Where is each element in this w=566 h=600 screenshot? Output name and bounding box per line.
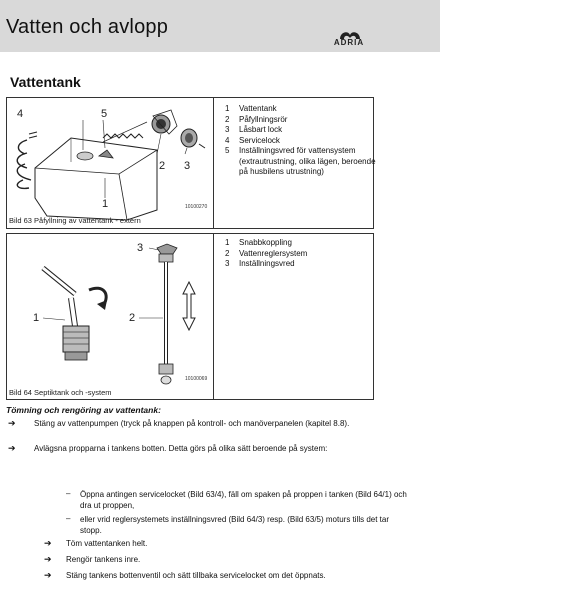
figure-63-drawing-area [7,98,214,228]
legend-row [225,259,379,270]
legend-row [225,249,379,260]
legend-num: 3 [225,259,230,268]
step-2: Avlägsna propparna i tankens botten. Detta görs på olika sätt beroende på system: [34,444,328,453]
legend-num: 4 [225,135,230,145]
dash-bullet: – [66,489,71,498]
legend-num: 2 [225,114,230,124]
arrow-bullet-icon: ➔ [8,443,16,453]
figure-64-caption: Bild 64 Septiktank och -system [9,388,112,397]
figure-63-legend [225,104,379,178]
legend-label: Vattenreglersystem [239,248,308,258]
legend-row [225,125,379,136]
legend-row [225,136,379,147]
callout-5: 5 [101,108,108,120]
figure-63-box [6,97,374,229]
legend-label: Inställningsvred [239,259,295,268]
figure-64-code: 10100069 [185,376,208,382]
step-1: Stäng av vattenpumpen (tryck på knappen på kontroll- och manöverpanelen (kapitel 8.8). [34,419,350,428]
instructions-heading: Tömning och rengöring av vattentank: [6,405,161,415]
callout-4: 4 [17,108,24,120]
figure-64-box [6,233,374,400]
final-step-2: Rengör tankens inre. [66,555,141,564]
legend-num: 3 [225,125,230,134]
sub-step-2: eller vrid reglersystemets inställningsvred (Bild 64/3) resp. (Bild 63/5) moturs tills det tar stopp. [80,515,390,535]
legend-label: Vattentank [239,104,277,113]
figure-63-caption: Bild 63 Påfyllning av vattentank - extern [9,216,141,225]
adria-logo [326,28,372,48]
dash-bullet: – [66,514,71,523]
legend-label: Snabbkoppling [239,238,292,247]
arrow-bullet-icon: ➔ [44,554,52,564]
legend-num: 1 [225,238,230,247]
final-step-3: Stäng tankens bottenventil och sätt tillbaka servicelocket om det öppnats. [66,571,326,580]
figure-64-drawing-area [7,234,214,399]
callout-3: 3 [184,160,191,172]
callout-1: 1 [102,198,109,210]
arrow-bullet-icon: ➔ [44,538,52,548]
legend-label: Servicelock [239,135,280,145]
legend-label: Låsbart lock [239,125,283,134]
legend-num: 5 [225,146,230,155]
final-step-1: Töm vattentanken helt. [66,539,148,548]
callout-2: 2 [129,312,136,324]
legend-label: Påfyllningsrör [239,114,288,124]
water-tank-illustration [7,98,213,228]
legend-row [225,115,379,126]
legend-row [225,146,379,178]
sub-step-1: Öppna antingen servicelocket (Bild 63/4), fäll om spaken på proppen i tanken (Bild 64/1) och dra ut proppen, [80,490,407,510]
legend-row [225,238,379,249]
arrow-bullet-icon: ➔ [8,418,16,428]
figure-64-legend [225,238,379,270]
legend-num: 1 [225,104,230,113]
callout-1: 1 [33,312,40,324]
section-title: Vattentank [10,74,81,90]
logo-text: ADRIA [333,38,365,47]
legend-row [225,104,379,115]
callout-3: 3 [137,242,144,254]
callout-2: 2 [159,160,166,172]
figure-63-code: 10100270 [185,204,208,210]
arrow-bullet-icon: ➔ [44,570,52,580]
legend-num: 2 [225,248,230,258]
page-title: Vatten och avlopp [6,16,169,38]
legend-label: Inställningsvred för vattensystem (extrautrustning, olika lägen, beroende på husbilens utrustning) [239,146,376,176]
